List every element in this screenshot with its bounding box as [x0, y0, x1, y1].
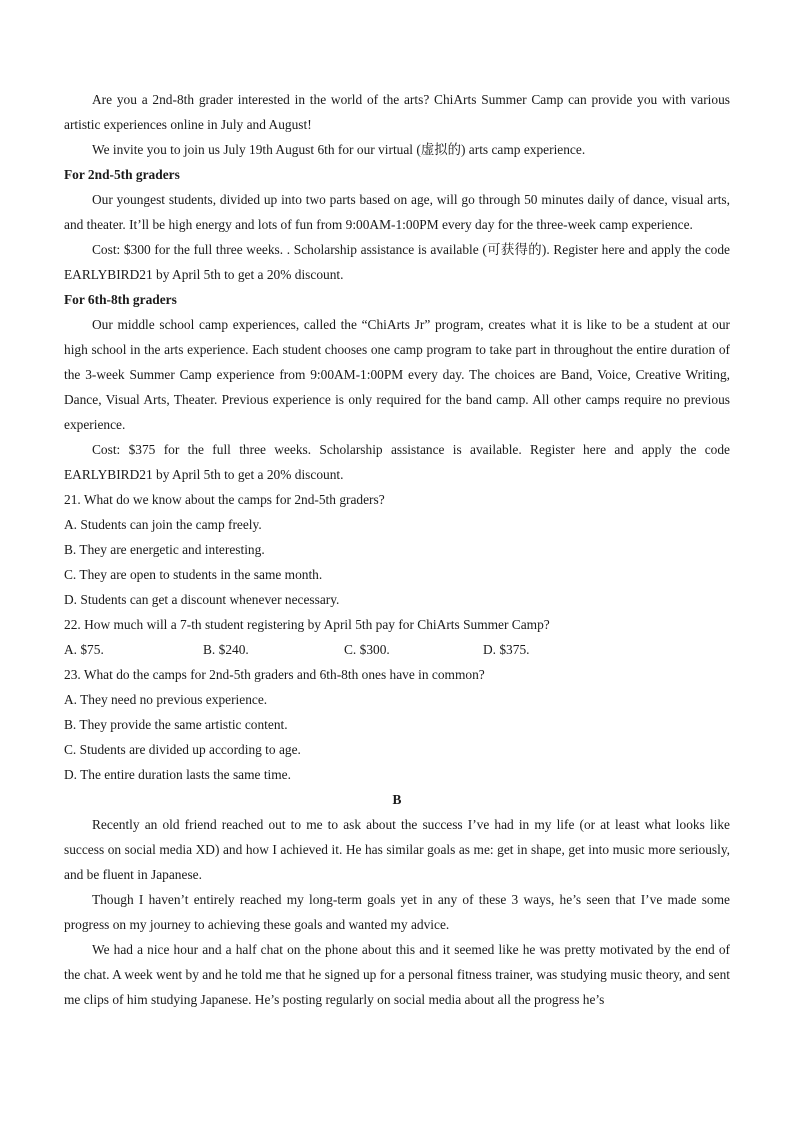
section-cost-6th-8th: Cost: $375 for the full three weeks. Scholarship assistance is available. Register here and apply the code EARLYBIRD21 by April 5th to get a 20% discount.: [64, 442, 730, 482]
question-22-options: [64, 637, 730, 662]
section-cost-2nd-5th: Cost: $300 for the full three weeks. . Scholarship assistance is available (可获得的). Register here and apply the code EARLYBIRD21 by April 5th to get a 20% discount.: [64, 242, 730, 282]
intro-paragraph-1: Are you a 2nd-8th grader interested in the world of the arts? ChiArts Summer Camp can provide you with various artistic experiences online in July and August!: [64, 92, 730, 132]
question-21-option-c: C. They are open to students in the same month.: [64, 567, 323, 582]
question-22-option-a: A. $75.: [64, 642, 104, 657]
question-21-option-b: B. They are energetic and interesting.: [64, 542, 265, 557]
section-body-6th-8th: Our middle school camp experiences, called the “ChiArts Jr” program, creates what it is like to be a student at our high school in the arts experience. Each student chooses one camp program to take part in throughout the entire duration of the 3-week Summer Camp experience from 9:00AM-1:00PM every day. The choices are Band, Voice, Creative Writing, Dance, Visual Arts, Theater. Previous experience is only required for the band camp. All other camps require no previous experience.: [64, 317, 730, 432]
section-heading-2nd-5th: For 2nd-5th graders: [64, 167, 180, 182]
section-body-2nd-5th: Our youngest students, divided up into two parts based on age, will go through 50 minutes daily of dance, visual arts, and theater. It’ll be high energy and lots of fun from 9:00AM-1:00PM every day for the three-week camp experience.: [64, 192, 730, 232]
question-21-option-a: A. Students can join the camp freely.: [64, 517, 262, 532]
passage-b-label: B: [392, 792, 402, 807]
question-23-stem: 23. What do the camps for 2nd-5th graders and 6th-8th ones have in common?: [64, 667, 485, 682]
intro-paragraph-2: We invite you to join us July 19th August 6th for our virtual (虚拟的) arts camp experience.: [92, 142, 586, 157]
question-23-option-d: D. The entire duration lasts the same time.: [64, 767, 291, 782]
question-21-option-d: D. Students can get a discount whenever necessary.: [64, 592, 340, 607]
question-23-option-a: A. They need no previous experience.: [64, 692, 268, 707]
question-22-option-b: B. $240.: [203, 642, 249, 657]
section-heading-6th-8th: For 6th-8th graders: [64, 292, 177, 307]
question-23-option-b: B. They provide the same artistic content.: [64, 717, 288, 732]
question-22-option-d: D. $375.: [483, 642, 530, 657]
exam-page: [64, 87, 730, 1012]
question-22-stem: 22. How much will a 7-th student registering by April 5th pay for ChiArts Summer Camp?: [64, 617, 550, 632]
question-22-option-c: C. $300.: [344, 642, 390, 657]
question-21-stem: 21. What do we know about the camps for 2nd-5th graders?: [64, 492, 385, 507]
passage-b-paragraph-1: Recently an old friend reached out to me to ask about the success I’ve had in my life (or at least what looks like success on social media XD) and how I achieved it. He has similar goals as me: get in shape, get into music more seriously, and be fluent in Japanese.: [64, 817, 730, 882]
passage-b-paragraph-3: We had a nice hour and a half chat on the phone about this and it seemed like he was pretty motivated by the end of the chat. A week went by and he told me that he signed up for a personal fitness trainer, was studying music theory, and sent me clips of him studying Japanese. He’s posting regularly on social media about all the progress he’s: [64, 942, 730, 1007]
question-23-option-c: C. Students are divided up according to age.: [64, 742, 301, 757]
passage-b-paragraph-2: Though I haven’t entirely reached my long-term goals yet in any of these 3 ways, he’s seen that I’ve made some progress on my journey to achieving these goals and wanted my advice.: [64, 892, 730, 932]
